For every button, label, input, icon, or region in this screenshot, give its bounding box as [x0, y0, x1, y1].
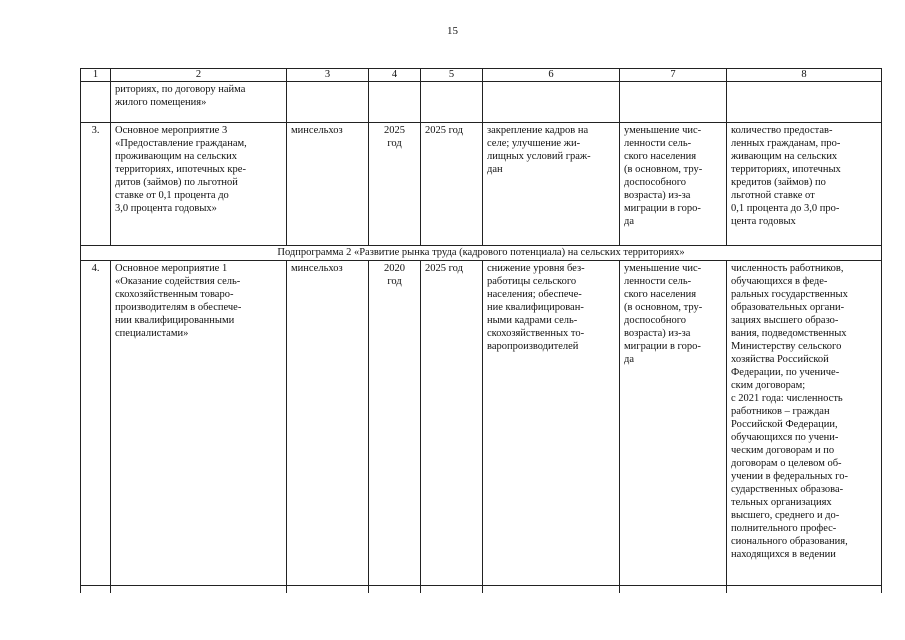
indicator-cell [727, 82, 882, 123]
measure-name-cell: Основное мероприятие 1 «Оказание содействия сель- скохозяйственным товаро- производителям в обеспече- нии квалифицированными специалистами» [111, 261, 287, 594]
end-year-cell: 2025 год [421, 261, 483, 594]
subprogram-title: Подпрограмма 2 «Развитие рынка труда (кадрового потенциала) на сельских территориях» [81, 246, 882, 261]
start-year-cell [369, 82, 421, 123]
page-number: 15 [447, 25, 458, 37]
table-row [81, 82, 882, 123]
expected-result-cell: закрепление кадров на селе; улучшение жи- лищных условий граж- дан [483, 123, 620, 246]
column-number: 3 [287, 69, 369, 82]
end-year-cell: 2025 год [421, 123, 483, 246]
column-number: 6 [483, 69, 620, 82]
column-number: 7 [620, 69, 727, 82]
table-row [81, 123, 882, 246]
consequences-cell: уменьшение чис- ленности сель- ского населения (в основном, тру- доспособного возраста) из-за миграции в горо- да [620, 123, 727, 246]
end-year-cell [421, 82, 483, 123]
column-number: 1 [81, 69, 111, 82]
executor-cell: минсельхоз [287, 261, 369, 594]
start-year-cell: 2020 год [369, 261, 421, 594]
executor-cell [287, 82, 369, 123]
column-numbers-row [81, 69, 882, 82]
start-year-cell: 2025 год [369, 123, 421, 246]
column-number: 5 [421, 69, 483, 82]
program-table [80, 68, 882, 593]
executor-cell: минсельхоз [287, 123, 369, 246]
indicator-cell: численность работников, обучающихся в феде- ральных государственных образовательных органи- зациях высшего образо- вания, подведомственных Министерству сельского хозяйства Российской Федерации, по учениче- ским договорам; с 2021 года: численность работников – граждан Российской Федерации, обучающихся по учени- ческим договорам и по договорам о целевом об- учении в федеральных го- сударственных образова- тельных организациях высшего, среднего и до- полнительного профес- сионального образования, находящихся в ведении [727, 261, 882, 594]
measure-name-cell: риториях, по договору найма жилого помещения» [111, 82, 287, 123]
subprogram-row [81, 246, 882, 261]
row-number-cell: 4. [81, 261, 111, 594]
measure-name-cell: Основное мероприятие 3 «Предоставление гражданам, проживающим на сельских территориях, ипотечных кре- дитов (займов) по льготной ставке от 0,1 процента до 3,0 процента годовых» [111, 123, 287, 246]
column-number: 2 [111, 69, 287, 82]
expected-result-cell: снижение уровня без- работицы сельского населения; обеспече- ние квалифицирован- ными кадрами сель- скохозяйственных то- варопроизводителей [483, 261, 620, 594]
column-number: 4 [369, 69, 421, 82]
table-bottom-border [80, 585, 881, 586]
row-number-cell: 3. [81, 123, 111, 246]
table-row [81, 261, 882, 594]
expected-result-cell [483, 82, 620, 123]
consequences-cell: уменьшение чис- ленности сель- ского населения (в основном, тру- доспособного возраста) из-за миграции в горо- да [620, 261, 727, 594]
indicator-cell: количество предостав- ленных гражданам, про- живающим на сельских территориях, ипотечных кредитов (займов) по льготной ставке от 0,1 процента до 3,0 про- цента годовых [727, 123, 882, 246]
row-number-cell [81, 82, 111, 123]
consequences-cell [620, 82, 727, 123]
column-number: 8 [727, 69, 882, 82]
